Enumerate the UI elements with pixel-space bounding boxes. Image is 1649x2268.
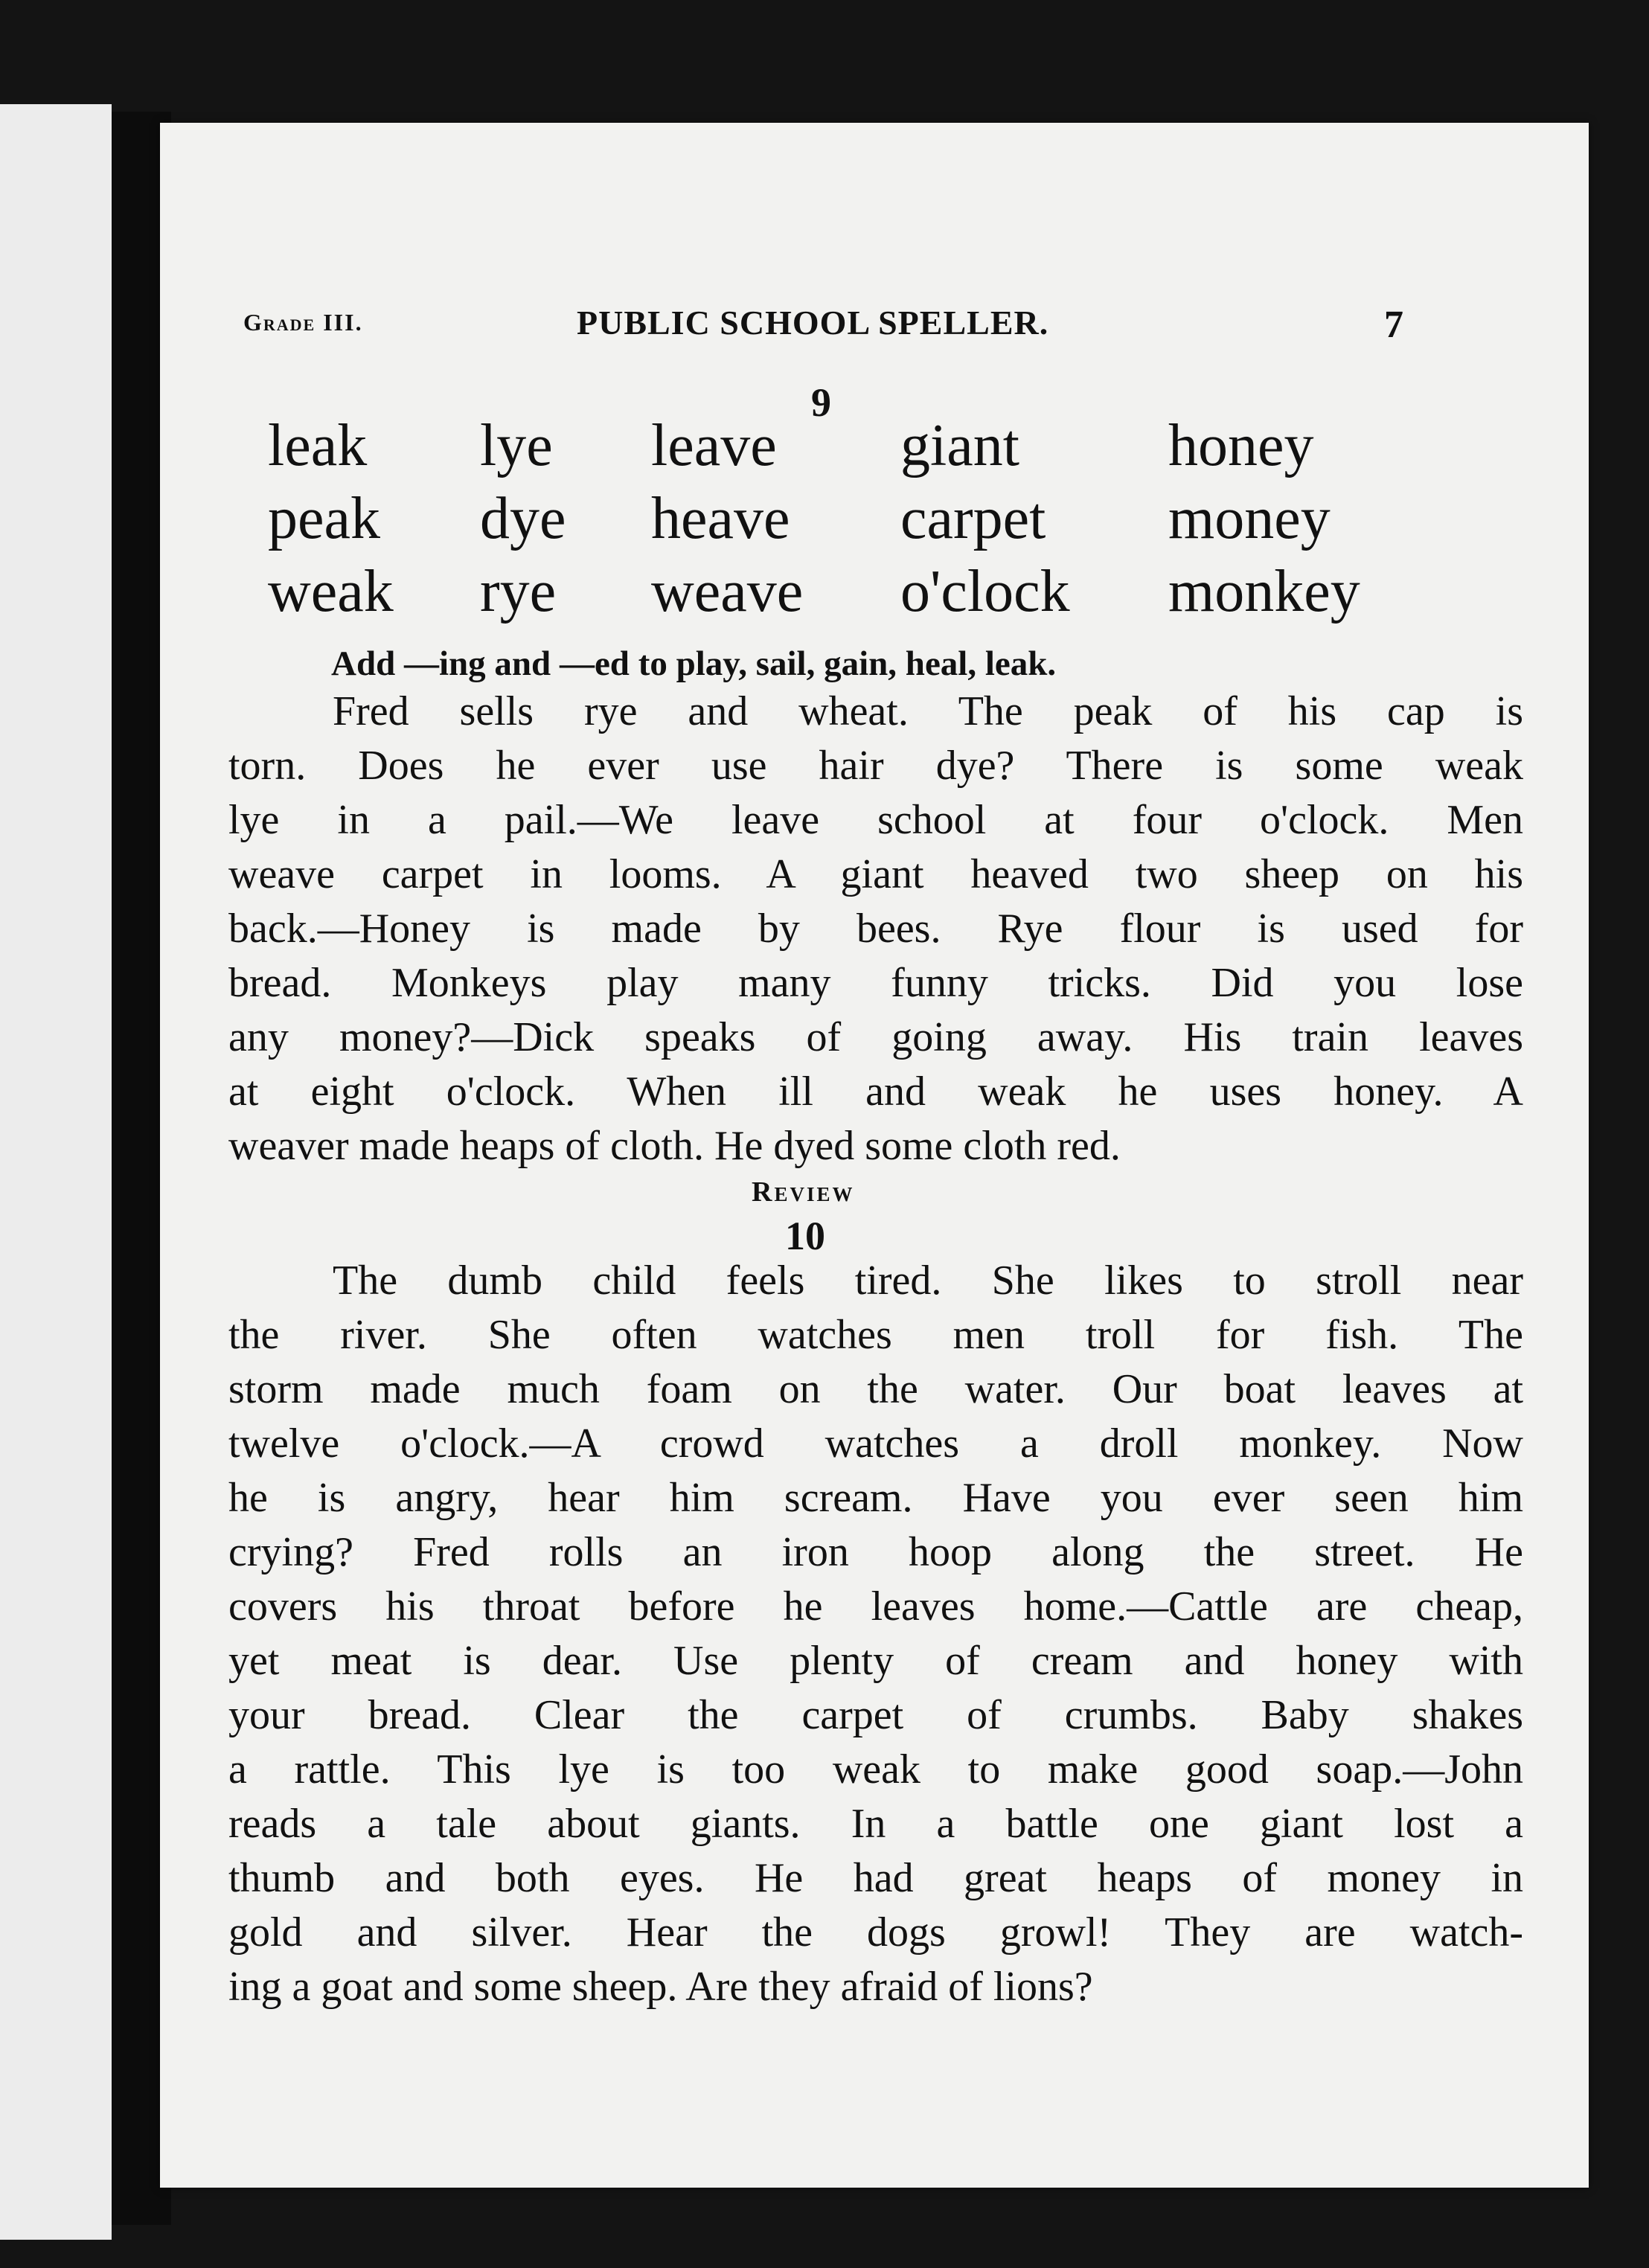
text-line: ing a goat and some sheep. Are they afraid of lions? [228, 1964, 1093, 2010]
text-line: Fred sells rye and wheat. The peak of his cap is [333, 688, 1523, 734]
running-header [160, 304, 1589, 353]
text-line: The dumb child feels tired. She likes to stroll near [333, 1258, 1523, 1304]
spelling-word: money [1168, 486, 1331, 551]
spelling-word: dye [480, 486, 566, 551]
spelling-word: leave [651, 413, 777, 478]
spelling-word: giant [900, 413, 1019, 478]
page-number: 7 [1384, 304, 1403, 346]
text-line: yet meat is dear. Use plenty of cream and honey with [228, 1638, 1523, 1684]
text-line: he is angry, hear him scream. Have you ever seen him [228, 1475, 1523, 1521]
lesson-number: 10 [785, 1214, 825, 1258]
exercise-instruction: Add —ing and —ed to play, sail, gain, heal, leak. [331, 644, 1057, 683]
lesson-number: 9 [811, 380, 831, 425]
text-line: back.—Honey is made by bees. Rye flour is used for [228, 906, 1523, 952]
text-line: bread. Monkeys play many funny tricks. Did you lose [228, 960, 1523, 1006]
lesson-9-paragraph [228, 685, 1523, 1173]
spelling-word: lye [480, 413, 553, 478]
text-line: weaver made heaps of cloth. He dyed some cloth red. [228, 1123, 1121, 1169]
spelling-word: heave [651, 486, 790, 551]
text-line: crying? Fred rolls an iron hoop along the street. He [228, 1529, 1523, 1575]
text-line: a rattle. This lye is too weak to make good soap.—John [228, 1746, 1523, 1793]
spelling-word-table [268, 409, 1548, 628]
grade-label: Grade III. [243, 309, 363, 336]
running-title: PUBLIC SCHOOL SPELLER. [577, 304, 1049, 342]
word-row [268, 409, 1548, 482]
spelling-word: monkey [1168, 559, 1360, 624]
book-page [160, 123, 1589, 2188]
facing-page-edge [0, 104, 112, 2240]
text-line: your bread. Clear the carpet of crumbs. Baby shakes [228, 1692, 1523, 1738]
lesson-10-paragraph [228, 1254, 1523, 2014]
text-line: reads a tale about giants. In a battle one giant lost a [228, 1801, 1523, 1847]
text-line: gold and silver. Hear the dogs growl! They are watch- [228, 1909, 1523, 1955]
text-line: torn. Does he ever use hair dye? There is some weak [228, 743, 1523, 789]
text-line: at eight o'clock. When ill and weak he uses honey. A [228, 1069, 1523, 1115]
review-heading: Review [752, 1176, 855, 1208]
spelling-word: rye [480, 559, 557, 624]
text-line: thumb and both eyes. He had great heaps of money in [228, 1855, 1523, 1901]
spelling-word: weak [268, 559, 394, 624]
text-line: twelve o'clock.—A crowd watches a droll monkey. Now [228, 1420, 1523, 1467]
word-row [268, 482, 1548, 555]
spelling-word: peak [268, 486, 381, 551]
text-line: covers his throat before he leaves home.—Cattle are cheap, [228, 1583, 1523, 1630]
spelling-word: o'clock [900, 559, 1070, 624]
spelling-word: leak [268, 413, 368, 478]
spelling-word: weave [651, 559, 804, 624]
text-line: lye in a pail.—We leave school at four o'clock. Men [228, 797, 1523, 843]
text-line: storm made much foam on the water. Our boat leaves at [228, 1366, 1523, 1412]
text-line: the river. She often watches men troll for fish. The [228, 1312, 1523, 1358]
spelling-word: carpet [900, 486, 1046, 551]
text-line: weave carpet in looms. A giant heaved two sheep on his [228, 851, 1523, 897]
text-line: any money?—Dick speaks of going away. His train leaves [228, 1014, 1523, 1060]
word-row [268, 555, 1548, 628]
spelling-word: honey [1168, 413, 1314, 478]
